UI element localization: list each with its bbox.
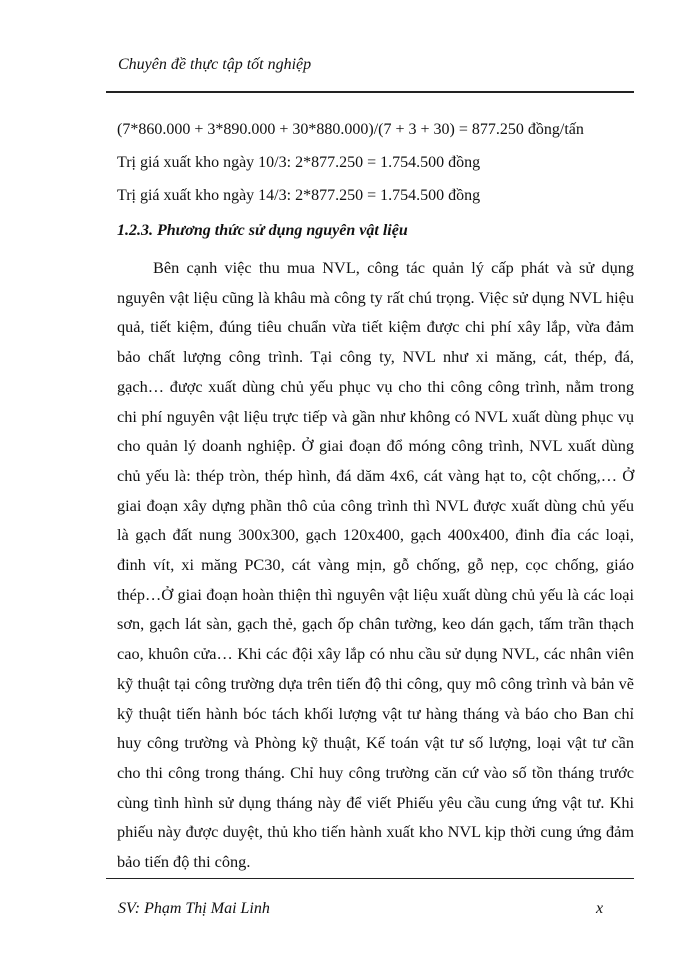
formula-line-issue-10-3: Trị giá xuất kho ngày 10/3: 2*877.250 = 1.754.500 đồng [117, 154, 481, 171]
formula-line-average-price: (7*860.000 + 3*890.000 + 30*880.000)/(7 + 3 + 30) = 877.250 đồng/tấn [117, 121, 584, 138]
footer-divider [106, 878, 634, 879]
section-heading: 1.2.3. Phương thức sử dụng nguyên vật liệu [117, 222, 408, 239]
page-number: x [596, 900, 604, 917]
header-divider [106, 91, 634, 93]
body-paragraph: Bên cạnh việc thu mua NVL, công tác quản lý cấp phát và sử dụng nguyên vật liệu cũng là khâu mà công ty rất chú trọng. Việc sử dụng NVL hiệu quả, tiết kiệm, đúng tiêu chuẩn vừa tiết kiệm được chi phí xây lắp, vừa đảm bảo chất lượng công trình. Tại công ty, NVL như xi măng, cát, thép, đá, gạch… được xuất dùng chủ yếu phục vụ cho thi công công trình, nằm trong chi phí nguyên vật liệu trực tiếp và gần như không có NVL xuất dùng phục vụ cho quản lý doanh nghiệp. Ở giai đoạn đổ móng công trình, NVL xuất dùng chủ yếu là: thép tròn, thép hình, đá dăm 4x6, cát vàng hạt to, cột chống,… Ở giai đoạn xây dựng phần thô của công trình thì NVL được xuất dùng chủ yếu là gạch đất nung 300x300, gạch 120x400, gạch 400x400, đinh đỉa các loại, đinh vít, xi măng PC30, cát vàng mịn, gỗ chống, gỗ nẹp, cọc chống, giáo thép…Ở giai đoạn hoàn thiện thì nguyên vật liệu xuất dùng chủ yếu là các loại sơn, gạch lát sàn, gạch thẻ, gạch ốp chân tường, keo dán gạch, tấm trần thạch cao, khuôn cửa… Khi các đội xây lắp có nhu cầu sử dụng NVL, các nhân viên kỹ thuật tại công trường dựa trên tiến độ thi công, quy mô công trình và bản vẽ kỹ thuật tiến hành bóc tách khối lượng vật tư hàng tháng và báo cho Ban chỉ huy công trường và Phòng kỹ thuật, Kế toán vật tư số lượng, loại vật tư cần cho thi công trong tháng. Chỉ huy công trường căn cứ vào số tồn tháng trước cùng tình hình sử dụng tháng này để viết Phiếu yêu cầu cung ứng vật tư. Khi phiếu này được duyệt, thủ kho tiến hành xuất kho NVL kịp thời cung ứng đảm bảo tiến độ thi công. [117, 258, 634, 872]
formula-line-issue-14-3: Trị giá xuất kho ngày 14/3: 2*877.250 = 1.754.500 đồng [117, 187, 481, 204]
footer-author: SV: Phạm Thị Mai Linh [118, 900, 270, 917]
page-header-title: Chuyên đề thực tập tốt nghiệp [118, 56, 312, 73]
